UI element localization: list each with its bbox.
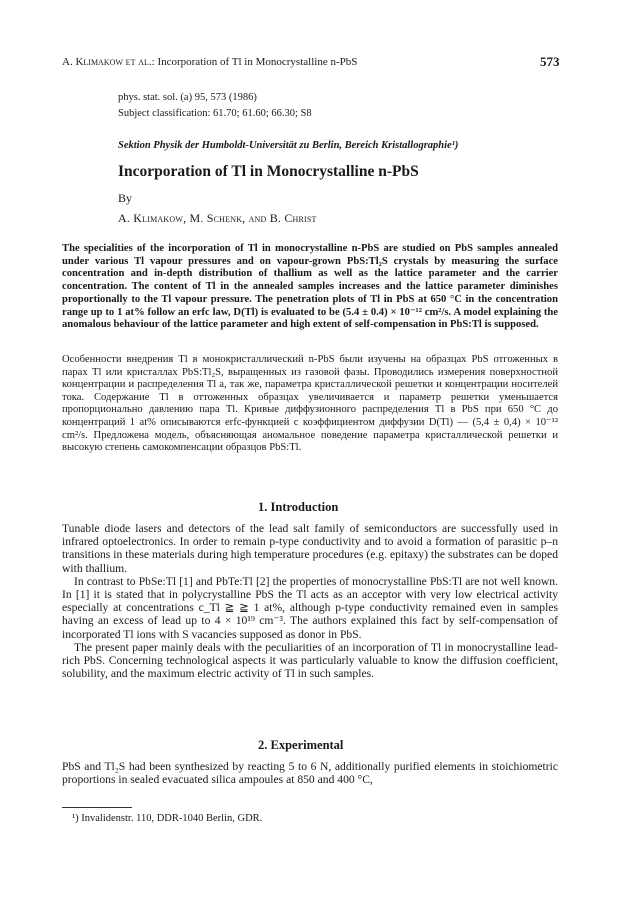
by-line: By [118,191,133,205]
section-heading-introduction: 1. Introduction [258,500,339,514]
citation: phys. stat. sol. (a) 95, 573 (1986) [118,92,257,103]
author-list: A. Klimakow, M. Schenk, and B. Christ [118,211,317,225]
experimental-body [62,760,558,786]
footnote-divider [62,807,132,808]
paragraph: In contrast to PbSe:Tl [1] and PbTe:Tl [2] the properties of monocrystalline PbS:Tl are not well known. In [1] it is stated that in polycrystalline PbS the Tl acts as an acceptor with very low electrical activity especially at concentrations c_Tl ≧ ≧ 1 at%, although p-type conductivity remained even in samples having an excess of lead up to 4 × 10¹⁹ cm⁻³. The authors explained this fact by self-compensation of incorporated Tl ions with S vacancies supposed as donor in PbS. [62,574,558,641]
paragraph: PbS and Tl₂S had been synthesized by reacting 5 to 6 N, additionally purified elements in stoichiometric proportions in sealed evacuated silica ampoules at 850 and 400 °C, [62,760,558,787]
section-heading-experimental: 2. Experimental [258,738,344,752]
introduction-body [62,522,558,680]
page-number: 573 [540,54,560,69]
running-head-title: Incorporation of Tl in Monocrystalline n-PbS [154,56,358,68]
abstract-russian: Особенности внедрения Tl в монокристаллический n-PbS были изучены на образцах PbS отгоженных в парах Tl или кристаллах PbS:Tl₂S, выращенных из газовой фазы. Проводились измерения поверхностной концентрации и распределения Tl а, так же, параметра кристаллической решетки и концентрации носителей тока. Содержание Tl в оттоженных образцах увеличивается и параметр решетки уменьшается пропорционально давлению пара Tl. Кривые диффузионного распределения Tl в PbS при 650 °C до концентраций 1 at% описываются erfc-функцией с коэффициентом диффузии D(Tl) — (5,4 ± 0,4) × 10⁻¹² cm²/s. Предложена модель, объясняющая аномальное поведение параметра кристаллической решетки и высокую степень самокомпенсации образцов PbS:Tl. [62,354,558,454]
running-head-author: A. Klimakow et al.: [62,56,155,68]
abstract-english: The specialities of the incorporation of Tl in monocrystalline n-PbS are studied on PbS samples annealed under various Tl vapour pressures and on vapour-grown PbS:Tl₂S crystals by measuring the surface concentration and in-depth distribution of thallium as well as the lattice parameter and the carrier concentration. The content of Tl in the annealed samples increases and the lattice parameter diminishes proportionally to the Tl vapour pressure. The penetration plots of Tl in PbS at 650 °C in the concentration range up to 1 at% follow an erfc law, D(Tl) is evaluated to be (5.4 ± 0.4) × 10⁻¹² cm²/s. A model explaining the anomalous behaviour of the lattice parameter and high extent of self-compensation in PbS:Tl is supposed. [62,243,558,331]
paragraph: Tunable diode lasers and detectors of the lead salt family of semiconductors are successfully used in infrared optoelectronics. In order to remain p-type conductivity and to avoid a formation of parasitic p–n transitions in these materials during high temperature procedures (e.g. epitaxy) the substrates can be doped with thallium. [62,522,558,575]
subject-classification: Subject classification: 61.70; 61.60; 66.30; S8 [118,108,312,119]
affiliation: Sektion Physik der Humboldt-Universität zu Berlin, Bereich Kristallographie¹) [118,140,459,151]
running-head [62,56,562,68]
paragraph: The present paper mainly deals with the peculiarities of an incorporation of Tl in monocrystalline lead-rich PbS. Concerning technological aspects it was particularly valuable to know the diffusion coefficient, solubility, and the maximum electric activity of Tl in such samples. [62,640,558,681]
article-title: Incorporation of Tl in Monocrystalline n-PbS [118,163,419,180]
footnote: ¹) Invalidenstr. 110, DDR-1040 Berlin, GDR. [72,813,263,824]
